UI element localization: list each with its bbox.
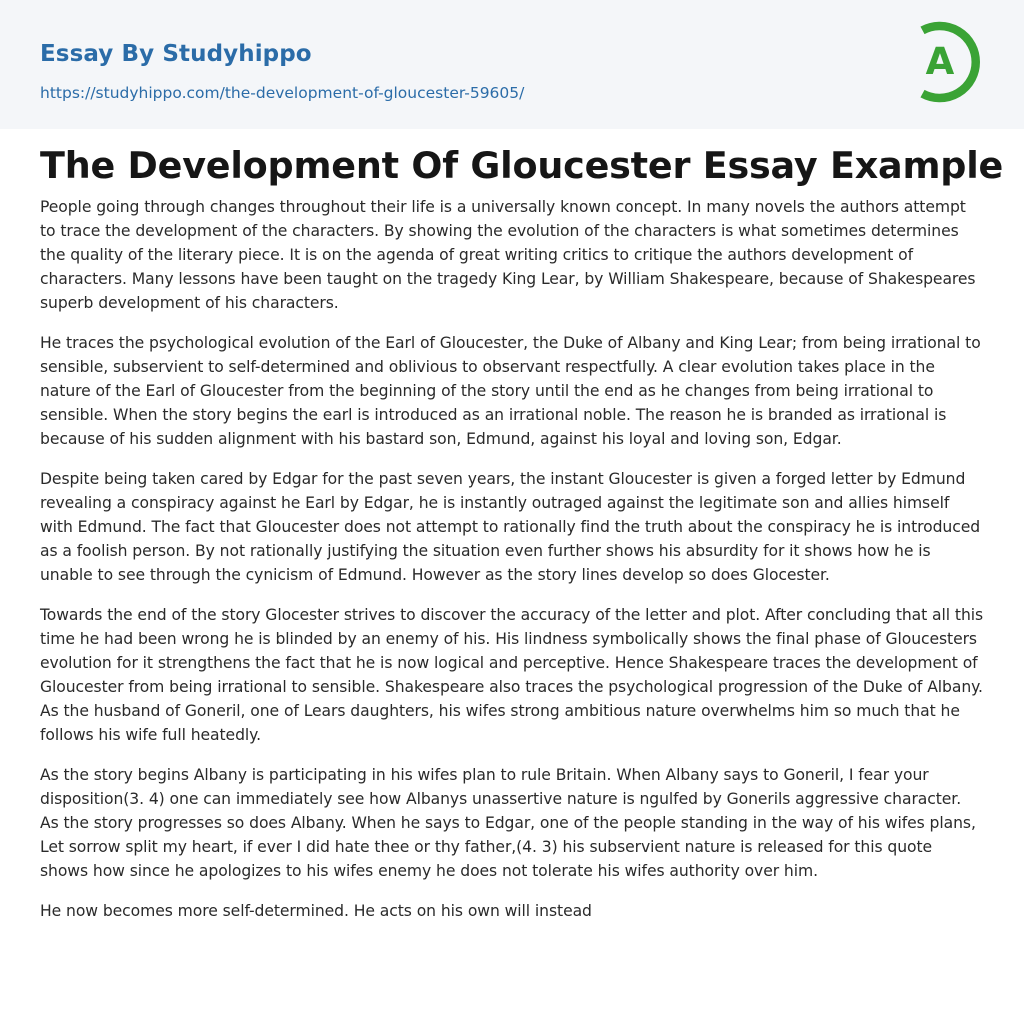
page-title: The Development Of Gloucester Essay Example bbox=[40, 144, 1004, 187]
paragraph-1: People going through changes throughout their life is a universally known concept. In many novels the authors attempt to trace the development of the characters. By showing the evolution of the characters is what sometimes determines the quality of the literary piece. It is on the agenda of great writing critics to critique the authors development of characters. Many lessons have been taught on the tragedy King Lear, by William Shakespeare, because of Shakespeares superb development of his characters. bbox=[40, 198, 976, 312]
site-header bbox=[0, 0, 1024, 129]
studyhippo-logo-icon[interactable] bbox=[908, 18, 988, 106]
paragraph-3: Despite being taken cared by Edgar for the past seven years, the instant Gloucester is given a forged letter by Edmund revealing a conspiracy against he Earl by Edgar, he is instantly outraged against the legitimate son and allies himself with Edmund. The fact that Gloucester does not attempt to rationally find the truth about the conspiracy he is introduced as a foolish person. By not rationally justifying the situation even further shows his absurdity for it shows how he is unable to see through the cynicism of Edmund. However as the story lines develop so does Glocester. bbox=[40, 470, 981, 584]
article-body bbox=[40, 195, 984, 939]
paragraph-2: He traces the psychological evolution of the Earl of Gloucester, the Duke of Albany and King Lear; from being irrational to sensible, subservient to self-determined and oblivious to observant respectfully. A clear evolution takes place in the nature of the Earl of Gloucester from the beginning of the story until the end as he changes from being irrational to sensible. When the story begins the earl is introduced as an irrational noble. The reason he is branded as irrational is because of his sudden alignment with his bastard son, Edmund, against his loyal and loving son, Edgar. bbox=[40, 334, 981, 448]
paragraph-5: As the story begins Albany is participating in his wifes plan to rule Britain. When Albany says to Goneril, I fear your disposition(3. 4) one can immediately see how Albanys unassertive nature is ngulfed by Gonerils aggressive character. As the story progresses so does Albany. When he says to Edgar, one of the people standing in the way of his wifes plans, Let sorrow split my heart, if ever I did hate thee or thy father,(4. 3) his subservient nature is released for this quote shows how since he apologizes to his wifes enemy he does not tolerate his wifes authority over him. bbox=[40, 766, 976, 880]
paragraph-4: Towards the end of the story Glocester strives to discover the accuracy of the letter and plot. After concluding that all this time he had been wrong he is blinded by an enemy of his. His lindness symbolically shows the final phase of Gloucesters evolution for it strengthens the fact that he is now logical and perceptive. Hence Shakespeare traces the development of Gloucester from being irrational to sensible. Shakespeare also traces the psychological progression of the Duke of Albany. As the husband of Goneril, one of Lears daughters, his wifes strong ambitious nature overwhelms him so much that he follows his wife full heatedly. bbox=[40, 606, 984, 744]
article-url-link[interactable]: https://studyhippo.com/the-development-of-gloucester-59605/ bbox=[40, 84, 525, 102]
brand-title[interactable]: Essay By Studyhippo bbox=[40, 41, 312, 67]
logo-letter: A bbox=[925, 40, 955, 83]
paragraph-6: He now becomes more self-determined. He acts on his own will instead bbox=[40, 902, 592, 920]
